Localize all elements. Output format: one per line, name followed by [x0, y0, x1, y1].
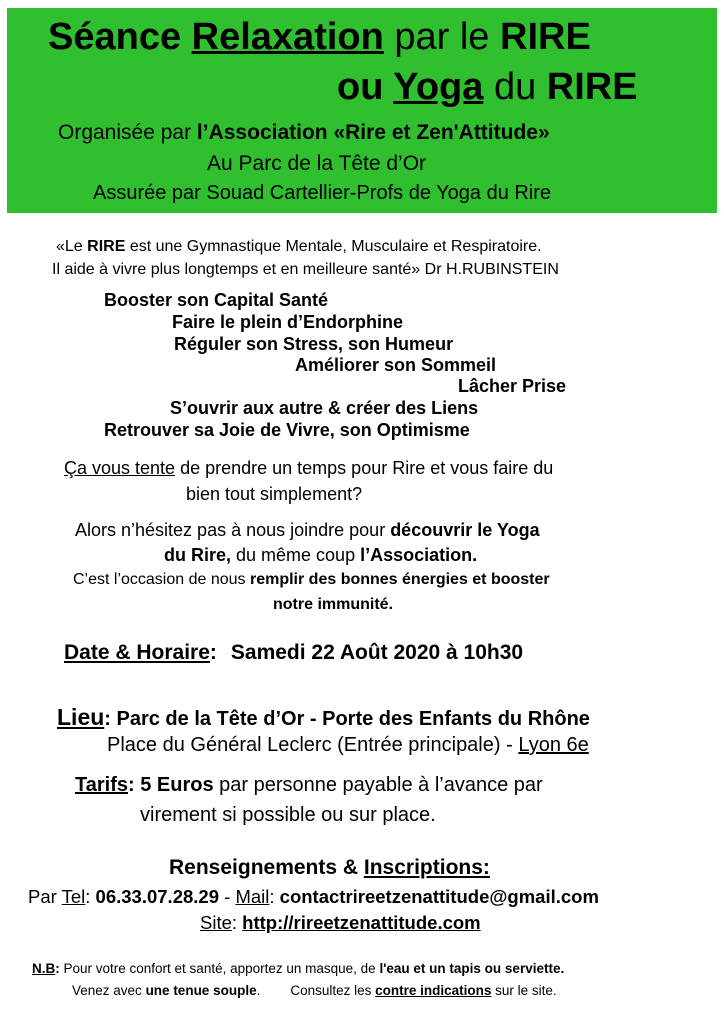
lieu-value: : Parc de la Tête d’Or - Porte des Enfants du Rhône — [104, 708, 590, 730]
benefit-item: Faire le plein d’Endorphine — [172, 312, 404, 332]
quote-line-1 — [56, 238, 542, 256]
quote-rire: RIRE — [87, 238, 126, 255]
lieu-city: Lyon 6e — [518, 734, 589, 756]
invite-line-3 — [75, 520, 540, 541]
lieu-line-1 — [57, 704, 590, 731]
organizer-line — [58, 121, 550, 145]
invite-meme-coup: du même coup — [231, 545, 361, 565]
date-label: Date & Horaire — [64, 641, 210, 664]
organizer-prefix: Organisée par — [58, 121, 197, 144]
quote-rest: est une Gymnastique Mentale, Musculaire et Respiratoire. — [125, 238, 542, 255]
site-label: Site — [200, 912, 232, 933]
organizer-name: l’Association «Rire et Zen'Attitude» — [196, 121, 550, 144]
site-colon: : — [231, 912, 243, 933]
lieu-line-2 — [107, 734, 589, 757]
nb-label: N.B — [32, 961, 56, 976]
contact-site-line — [200, 912, 481, 934]
lieu-place: Place du Général Leclerc (Entrée principale) - — [107, 734, 519, 756]
note-tenue: une tenue souple — [145, 983, 257, 998]
date-colon: : — [209, 641, 217, 664]
note-text: Pour votre confort et santé, apportez un masque, de — [59, 961, 380, 976]
title-par-le: par le — [383, 16, 500, 58]
title-rire: RIRE — [500, 16, 591, 58]
benefit-item: Améliorer son Sommeil — [295, 355, 497, 375]
title-ou: ou — [337, 66, 394, 108]
date-line — [64, 641, 523, 665]
invite-line-2: bien tout simplement? — [186, 484, 363, 504]
email-link[interactable]: contactrireetzenattitude@gmail.com — [279, 886, 599, 907]
mail-label: Mail — [235, 886, 270, 907]
title-line-2 — [337, 66, 638, 109]
note-line-1 — [32, 961, 564, 976]
invite-rest: de prendre un temps pour Rire et vous faire du — [175, 458, 554, 478]
invite-occasion: C’est l’occasion de nous — [73, 571, 250, 588]
title-du: du — [483, 66, 547, 108]
quote-open: «Le — [56, 238, 88, 255]
tarifs-line-1 — [75, 774, 543, 797]
title-rire-2: RIRE — [546, 66, 638, 108]
benefit-item: S’ouvrir aux autre & créer des Liens — [170, 398, 479, 418]
contact-heading — [169, 856, 490, 880]
benefit-item: Lâcher Prise — [458, 376, 567, 396]
invite-line-4 — [164, 545, 477, 566]
tel-prefix: Par — [28, 886, 62, 907]
invite-energies: remplir des bonnes énergies et booster — [249, 571, 550, 588]
tarifs-rest: par personne payable à l’avance par — [213, 774, 543, 796]
note-consultez: . Consultez les — [256, 983, 376, 998]
title-relaxation: Relaxation — [191, 16, 384, 58]
tarifs-line-2: virement si possible ou sur place. — [140, 804, 436, 826]
invite-tente: Ça vous tente — [64, 458, 176, 478]
website-link[interactable]: http://rireetzenattitude.com — [242, 912, 481, 933]
contact-heading-b: Inscriptions: — [363, 856, 490, 879]
note-venez: Venez avec — [72, 983, 146, 998]
invite-line-6: notre immunité. — [273, 596, 394, 613]
phone-number[interactable]: 06.33.07.28.29 — [95, 886, 219, 907]
note-site: sur le site. — [491, 983, 557, 998]
note-line-2 — [72, 983, 557, 998]
invite-association: l’Association. — [360, 545, 478, 565]
place-line: Au Parc de la Tête d’Or — [207, 152, 427, 175]
benefit-item: Réguler son Stress, son Humeur — [174, 334, 454, 354]
tel-label: Tel — [61, 886, 86, 907]
invite-du-rire: du Rire, — [164, 545, 232, 565]
title-line-1 — [48, 16, 591, 59]
tarifs-label: Tarifs — [75, 774, 128, 796]
invite-alors: Alors n’hésitez pas à nous joindre pour — [75, 520, 391, 540]
tarifs-price: : 5 Euros — [127, 774, 214, 796]
note-bring: l'eau et un tapis ou serviette. — [379, 961, 565, 976]
title-seance: Séance — [48, 16, 192, 58]
mail-colon: : — [269, 886, 280, 907]
tel-colon: : — [85, 886, 96, 907]
contact-separator: - — [219, 886, 236, 907]
note-contre-indications[interactable]: contre indications — [375, 983, 492, 998]
contact-heading-a: Renseignements & — [169, 856, 364, 879]
nb-colon: : — [55, 961, 60, 976]
quote-line-2: Il aide à vivre plus longtemps et en meilleure santé» Dr H.RUBINSTEIN — [52, 261, 559, 278]
benefit-item: Booster son Capital Santé — [104, 290, 329, 310]
contact-tel-mail-line — [28, 886, 599, 908]
title-yoga: Yoga — [393, 66, 484, 108]
benefit-item: Retrouver sa Joie de Vivre, son Optimisme — [104, 420, 470, 440]
date-value: Samedi 22 Août 2020 à 10h30 — [230, 641, 524, 664]
invite-decouvrir: découvrir le Yoga — [390, 520, 540, 540]
invite-line-1 — [64, 458, 553, 479]
invite-line-5 — [73, 571, 550, 589]
lieu-label: Lieu — [57, 704, 105, 730]
assured-line: Assurée par Souad Cartellier-Profs de Yoga du Rire — [93, 182, 552, 204]
